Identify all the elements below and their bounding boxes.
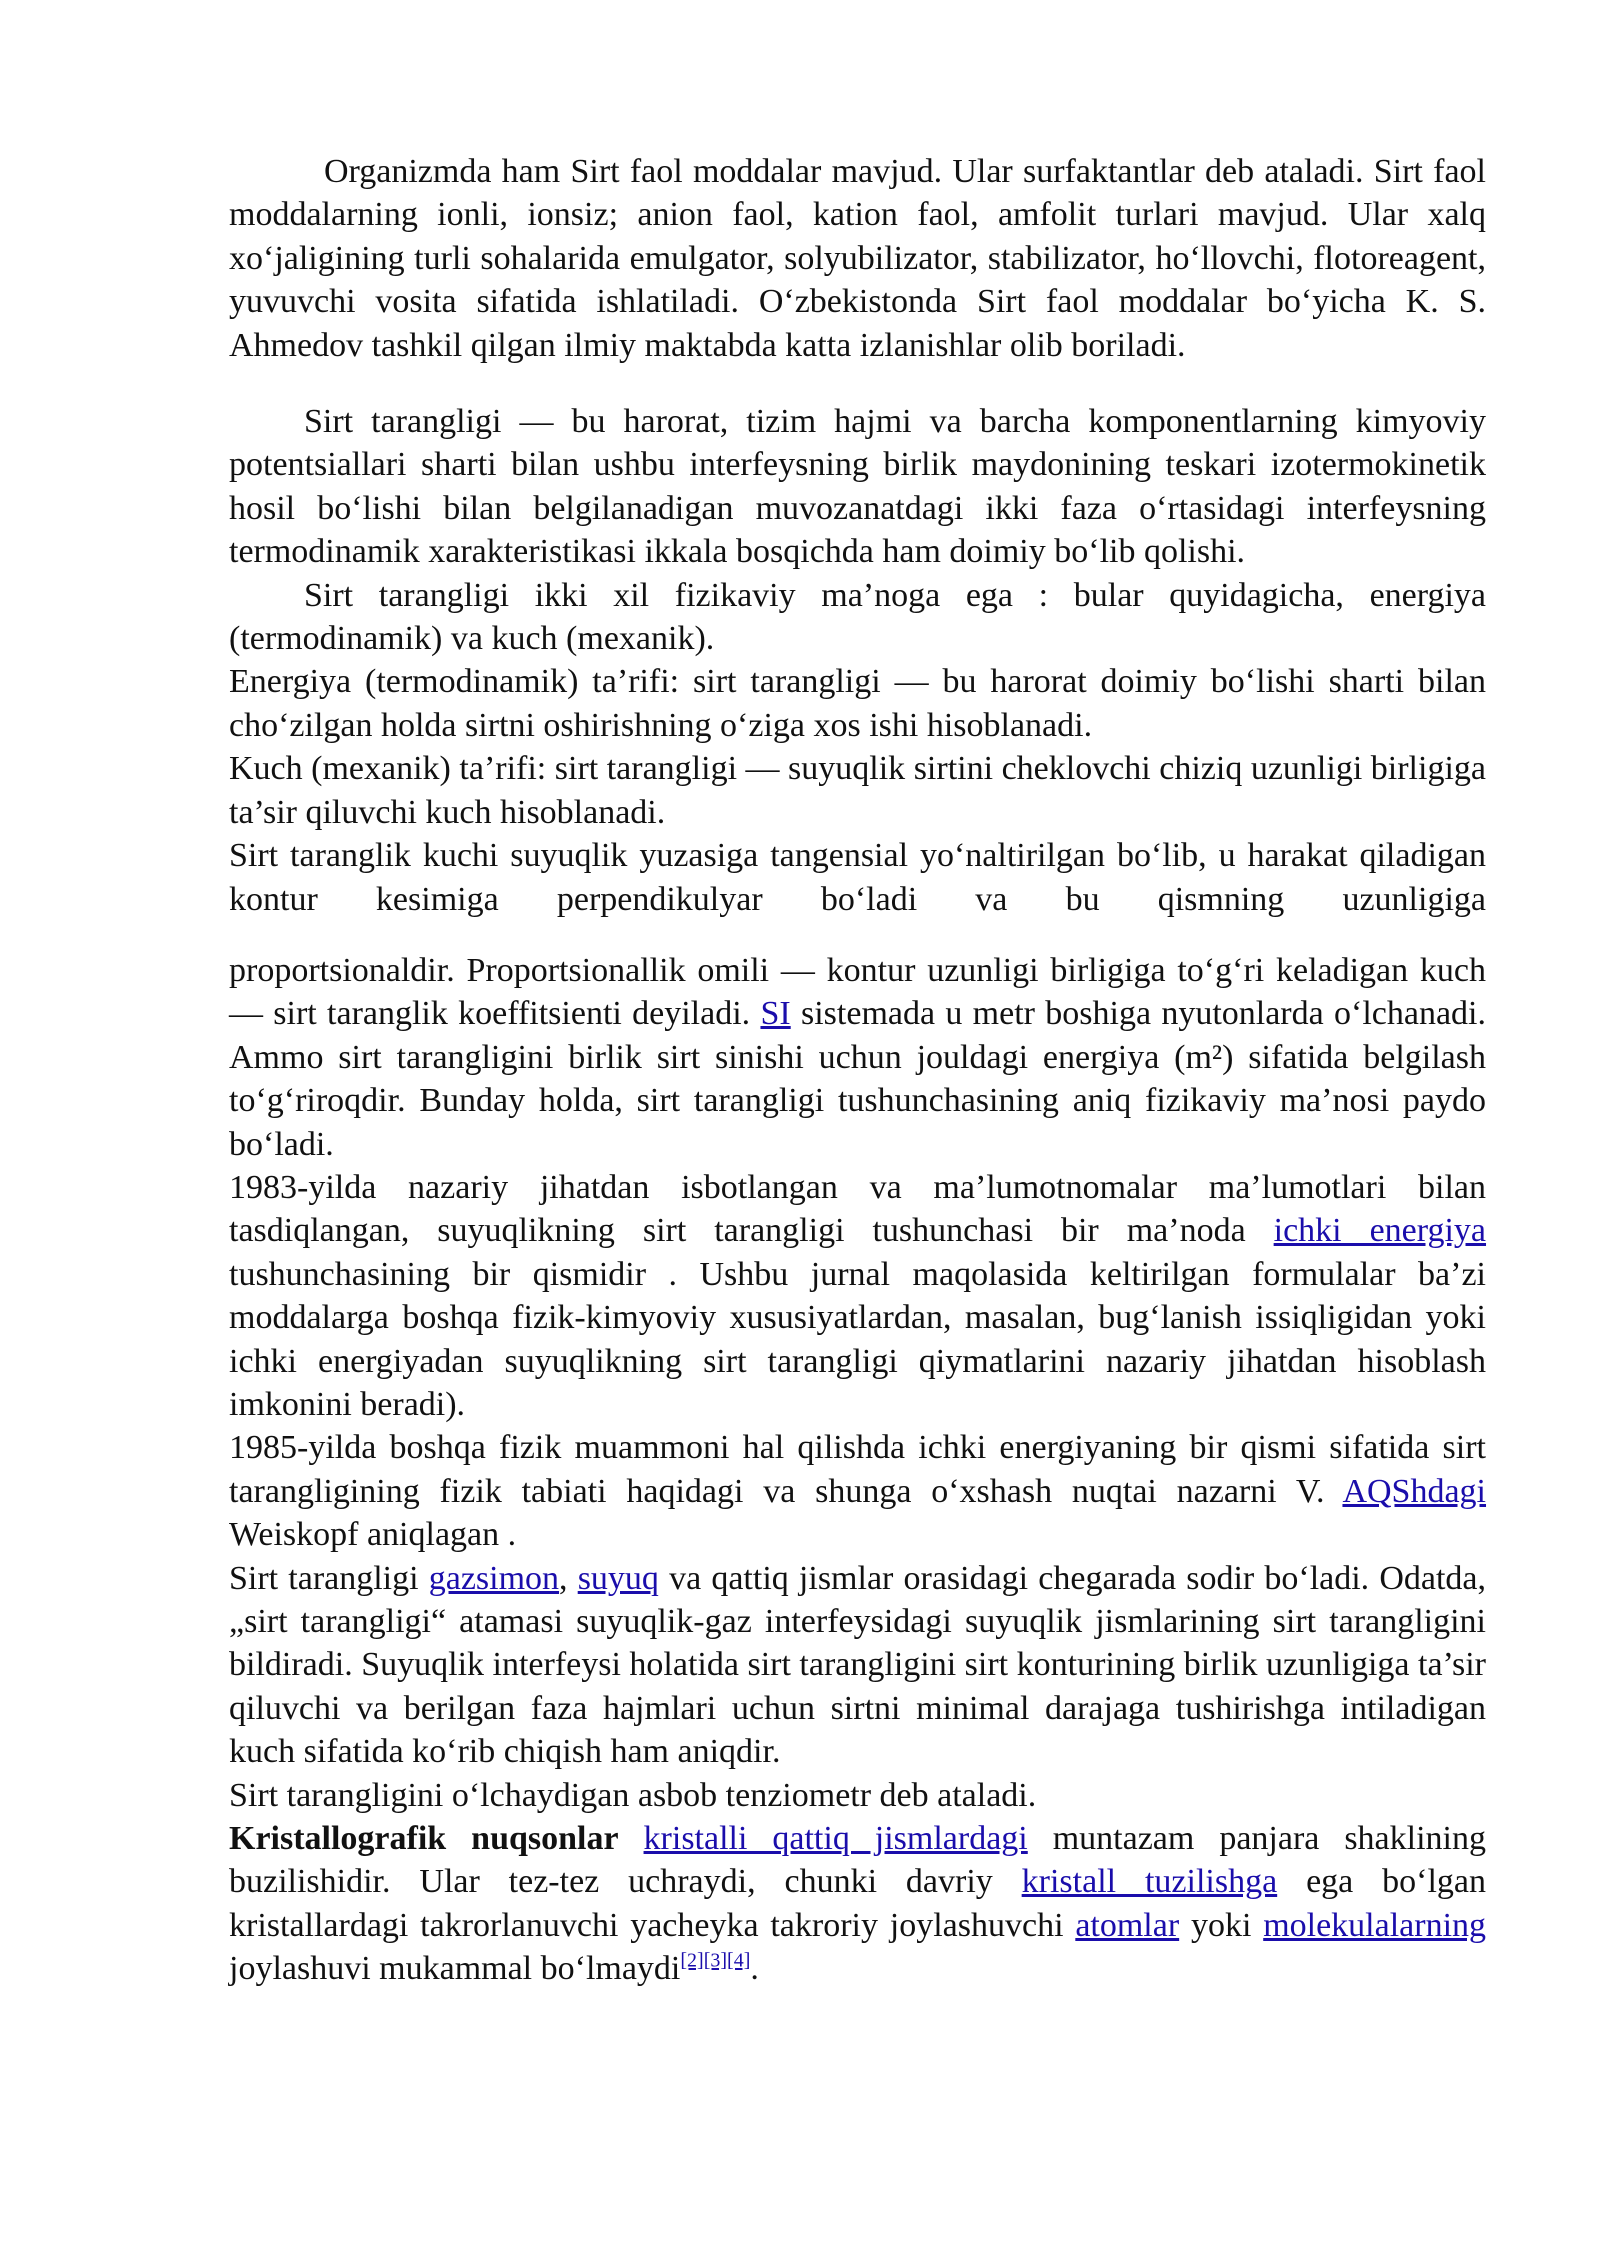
link-kristall-tuzilishga[interactable]: kristall tuzilishga xyxy=(1021,1863,1278,1901)
paragraph-text: Kuch (mexanik) ta’rifi: sirt tarangligi — suyuqlik sirtini cheklovchi chiziq uzunligi birligiga ta’sir qiluvchi kuch hisoblanadi. xyxy=(229,750,1486,831)
paragraph-text: yoki xyxy=(1190,1906,1252,1944)
paragraph-text: Sirt tarangligi ikki xil fizikaviy ma’noga ega : bular quyidagicha, energiya (termodinamik) va kuch (mexanik). xyxy=(229,576,1486,658)
paragraph-text: Energiya (termodinamik) ta’rifi: sirt tarangligi — bu harorat doimiy boʻlishi sharti bilan choʻzilgan holda sirtni oshirishning oʻziga xos ishi hisoblanadi. xyxy=(229,663,1486,744)
link-molekulalarning[interactable]: molekulalarning xyxy=(1263,1906,1487,1944)
period: . xyxy=(750,1950,759,1988)
link-kristalli-qattiq-jismlardagi[interactable]: kristalli qattiq jismlardagi xyxy=(643,1820,1028,1858)
paragraph-text: 1985-yilda boshqa fizik muammoni hal qilishda ichki energiyaning bir qismi sifatida sirt tarangligining fizik tabiati haqidagi va shunga oʻxshash nuqtai nazarni V. xyxy=(229,1429,1486,1510)
paragraph-1983 xyxy=(229,1166,1486,1426)
paragraph-force-definition xyxy=(229,747,1486,834)
paragraph-text: 1983-yilda nazariy jihatdan isbotlangan va ma’lumotnomalar ma’lumotlari bilan tasdiqlangan, suyuqlikning sirt tarangligi tushunchasi bir ma’noda xyxy=(229,1168,1486,1250)
paragraph-text: — kontur uzunligi birligiga toʻgʻri keladigan kuch — sirt taranglik koeffitsienti deyiladi. xyxy=(229,951,1486,1033)
link-gazsimon[interactable]: gazsimon xyxy=(428,1559,560,1597)
paragraph-text: Sirt taranglik kuchi suyuqlik yuzasiga tangensial yoʻnaltirilgan boʻlib, u harakat qiladigan kontur kesimiga perpendikulyar boʻladi va bu qismning uzunligiga xyxy=(229,837,1486,918)
paragraph-crystal-defects xyxy=(229,1817,1486,1991)
paragraph-text: tushunchasining bir qismidir . Ushbu jurnal maqolasida keltirilgan formulalar ba’zi moddalarga boshqa fizik-kimyoviy xususiyatlardan, masalan, bugʻlanish issiqligidan yoki ichki energiyadan suyuqlikning sirt tarangligi qiymatlarini nazariy jihatdan hisoblash imkonini beradi). xyxy=(229,1255,1486,1423)
paragraph-text: Organizmda ham Sirt faol moddalar mavjud. Ular surfaktantlar deb ataladi. Sirt faol moddalarning ionli, ionsiz; anion faol, kation faol, amfolit turlari mavjud. Ular xalq xoʻjaligining turli sohalarida emulgator, solyubilizator, stabilizator, hoʻllovchi, flotoreagent, yuvuvchi vosita sifatida ishlatiladi. Oʻzbekistonda Sirt faol moddalar boʻyicha K. S. Ahmedov tashkil qilgan ilmiy maktabda katta izlanishlar olib boriladi. xyxy=(229,153,1486,364)
paragraph-proportionality xyxy=(229,949,1486,1166)
paragraph-text: Sirt tarangligi xyxy=(229,1559,419,1597)
document-page xyxy=(229,150,1486,1991)
paragraph-text: Sirt tarangligini oʻlchaydigan asbob tenziometr deb ataladi. xyxy=(229,1776,1037,1814)
paragraph-surface-tension-definition xyxy=(229,400,1486,574)
paragraph-text: proportsionaldir. Proportsionallik omili xyxy=(229,951,770,989)
paragraph-phases xyxy=(229,1557,1486,1774)
link-ichki-energiya[interactable]: ichki energiya xyxy=(1273,1212,1487,1250)
paragraph-1985 xyxy=(229,1426,1486,1556)
paragraph-text: Weiskopf aniqlagan . xyxy=(229,1516,517,1554)
reference-4[interactable]: [4] xyxy=(727,1949,751,1972)
paragraph-two-meanings xyxy=(229,574,1486,661)
link-si[interactable]: SI xyxy=(760,995,791,1033)
paragraph-tensiometer xyxy=(229,1774,1486,1817)
paragraph-tangential-force xyxy=(229,834,1486,921)
reference-3[interactable]: [3] xyxy=(703,1949,728,1972)
paragraph-text: sistemada u metr boshiga nyutonlarda oʻlchanadi. Ammo sirt tarangligini birlik sirt sinishi uchun jouldagi energiya (m²) sifatida belgilash toʻgʻriroqdir. Bunday holda, sirt tarangligi tushunchasining aniq fizikaviy ma’nosi paydo boʻladi. xyxy=(229,995,1487,1163)
reference-2[interactable]: [2] xyxy=(680,1949,704,1972)
paragraph-energy-definition xyxy=(229,660,1486,747)
paragraph-text: Sirt tarangligi — bu harorat, tizim hajmi va barcha komponentlarning kimyoviy potentsiallari sharti bilan ushbu interfeysning birlik maydonining teskari izotermokinetik hosil boʻlishi bilan belgilanadigan muvozanatdagi ikki faza oʻrtasidagi interfeysning termodinamik xarakteristikasi ikkala bosqichda ham doimiy boʻlib qolishi. xyxy=(229,403,1486,571)
paragraph-text: va qattiq jismlar orasidagi chegarada sodir boʻladi. Odatda, „sirt tarangligi“ atamasi suyuqlik-gaz interfeysidagi suyuqlik jismlarining sirt tarangligini bildiradi. Suyuqlik interfeysi holatida sirt tarangligini sirt konturining birlik uzunligiga ta’sir qiluvchi va berilgan faza hajmlari uchun sirtni minimal darajaga tushirishga intiladigan kuch sifatida koʻrib chiqish ham aniqdir. xyxy=(229,1559,1487,1771)
bold-term: Kristallografik nuqsonlar xyxy=(229,1820,619,1858)
link-suyuq[interactable]: suyuq xyxy=(577,1559,659,1597)
paragraph-surfactants xyxy=(229,150,1486,367)
paragraph-text: ega boʻlgan kristallardagi takrorlanuvchi yacheyka takroriy joylashuvchi xyxy=(229,1863,1486,1944)
link-aqshdagi[interactable]: AQShdagi xyxy=(1342,1472,1487,1510)
paragraph-text: muntazam panjara shaklining buzilishidir. Ular tez-tez uchraydi, chunki davriy xyxy=(229,1820,1486,1901)
link-atomlar[interactable]: atomlar xyxy=(1075,1906,1180,1944)
comma: , xyxy=(559,1559,568,1597)
paragraph-text: joylashuvi mukammal boʻlmaydi xyxy=(229,1950,681,1988)
